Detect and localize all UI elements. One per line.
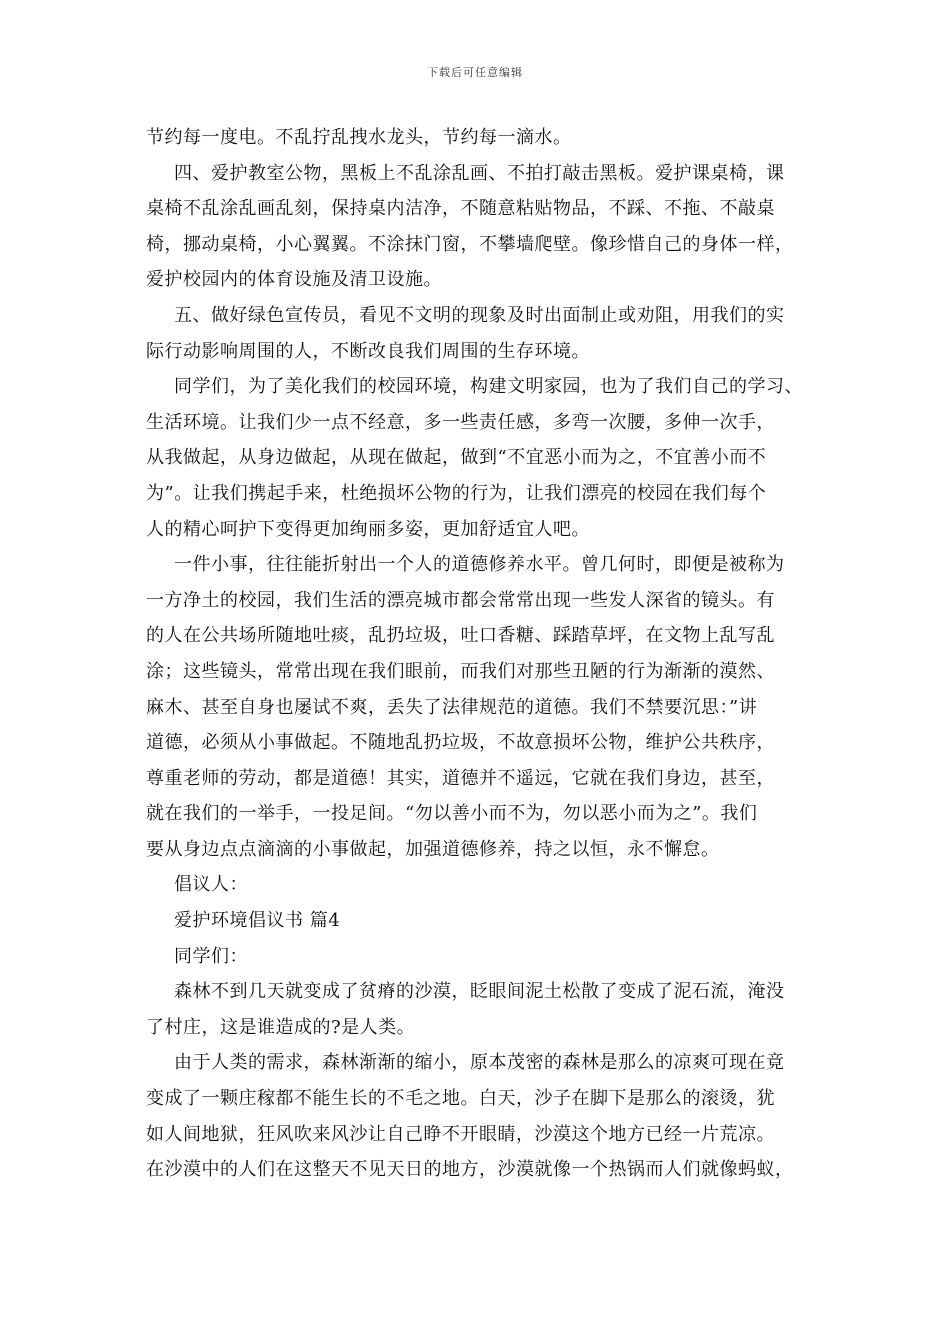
document-body: [146, 120, 822, 1188]
text-line: 道德，必须从小事做起。不随地乱扔垃圾，不故意损坏公物，维护公共秩序，: [146, 732, 775, 754]
text-line: 就在我们的一举手，一投足间。“勿以善小而不为，勿以恶小而为之”。我们: [146, 803, 758, 825]
text-line: 爱护校园内的体育设施及清卫设施。: [146, 269, 442, 291]
text-line: 尊重老师的劳动，都是道德！其实，道德并不遥远，它就在我们身边，甚至，: [146, 767, 775, 789]
text-line: 如人间地狱，狂风吹来风沙让自己睁不开眼睛，沙漠这个地方已经一片荒凉。: [146, 1123, 775, 1145]
text-line: 从我做起，从身边做起，从现在做起，做到“不宜恶小而为之，不宜善小而不: [146, 447, 767, 469]
text-line: 变成了一颗庄稼都不能生长的不毛之地。白天，沙子在脚下是那么的滚烫，犹: [146, 1088, 775, 1110]
text-line: 节约每一度电。不乱拧乱拽水龙头，节约每一滴水。: [146, 127, 572, 148]
text-line: 同学们，为了美化我们的校园环境，构建文明家园，也为了我们自己的学习、: [174, 376, 803, 398]
text-line: 为”。让我们携起手来，杜绝损坏公物的行为，让我们漂亮的校园在我们每个: [146, 482, 767, 504]
text-line: 由于人类的需求，森林渐渐的缩小，原本茂密的森林是那么的凉爽可现在竟: [174, 1052, 785, 1074]
text-line: 同学们：: [174, 945, 248, 967]
text-line: 了村庄，这是谁造成的?是人类。: [146, 1016, 416, 1038]
text-line: 倡议人：: [174, 874, 248, 896]
text-line: 的人在公共场所随地吐痰，乱扔垃圾，吐口香糖、踩踏草坪，在文物上乱写乱: [146, 625, 775, 647]
text-line: 一件小事，往往能折射出一个人的道德修养水平。曾几何时，即便是被称为: [174, 554, 785, 576]
text-line: 森林不到几天就变成了贫瘠的沙漠，眨眼间泥土松散了变成了泥石流，淹没: [174, 981, 785, 1003]
text-line: 一方净土的校园，我们生活的漂亮城市都会常常出现一些发人深省的镜头。有: [146, 589, 775, 611]
text-line: 人的精心呵护下变得更加绚丽多姿，更加舒适宜人吧。: [146, 518, 590, 540]
text-line: 生活环境。让我们少一点不经意，多一些责任感，多弯一次腰，多伸一次手，: [146, 411, 775, 433]
text-line: 椅，挪动桌椅，小心翼翼。不涂抹门窗，不攀墙爬壁。像珍惜自己的身体一样，: [146, 233, 794, 255]
text-line: 四、爱护教室公物，黑板上不乱涂乱画、不拍打敲击黑板。爱护课桌椅，课: [174, 162, 785, 184]
text-line: 涂；这些镜头，常常出现在我们眼前，而我们对那些丑陋的行为渐渐的漠然、: [146, 660, 775, 682]
text-line: 在沙漠中的人们在这整天不见天日的地方，沙漠就像一个热锅而人们就像蚂蚁，: [146, 1159, 794, 1181]
header-note: 下载后可任意编辑: [427, 66, 523, 79]
text-line: 五、做好绿色宣传员，看见不文明的现象及时出面制止或劝阻，用我们的实: [174, 304, 785, 326]
text-line: 麻木、甚至自身也屡试不爽，丢失了法律规范的道德。我们不禁要沉思：”讲: [146, 696, 758, 718]
text-line: 际行动影响周围的人，不断改良我们周围的生存环境。: [146, 340, 590, 362]
text-line: 爱护环境倡议书 篇4: [174, 910, 341, 932]
text-line: 桌椅不乱涂乱画乱刻，保持桌内洁净，不随意粘贴物品，不踩、不拖、不敲桌: [146, 198, 775, 220]
text-line: 要从身边点点滴滴的小事做起，加强道德修养，持之以恒，永不懈怠。: [146, 838, 720, 860]
